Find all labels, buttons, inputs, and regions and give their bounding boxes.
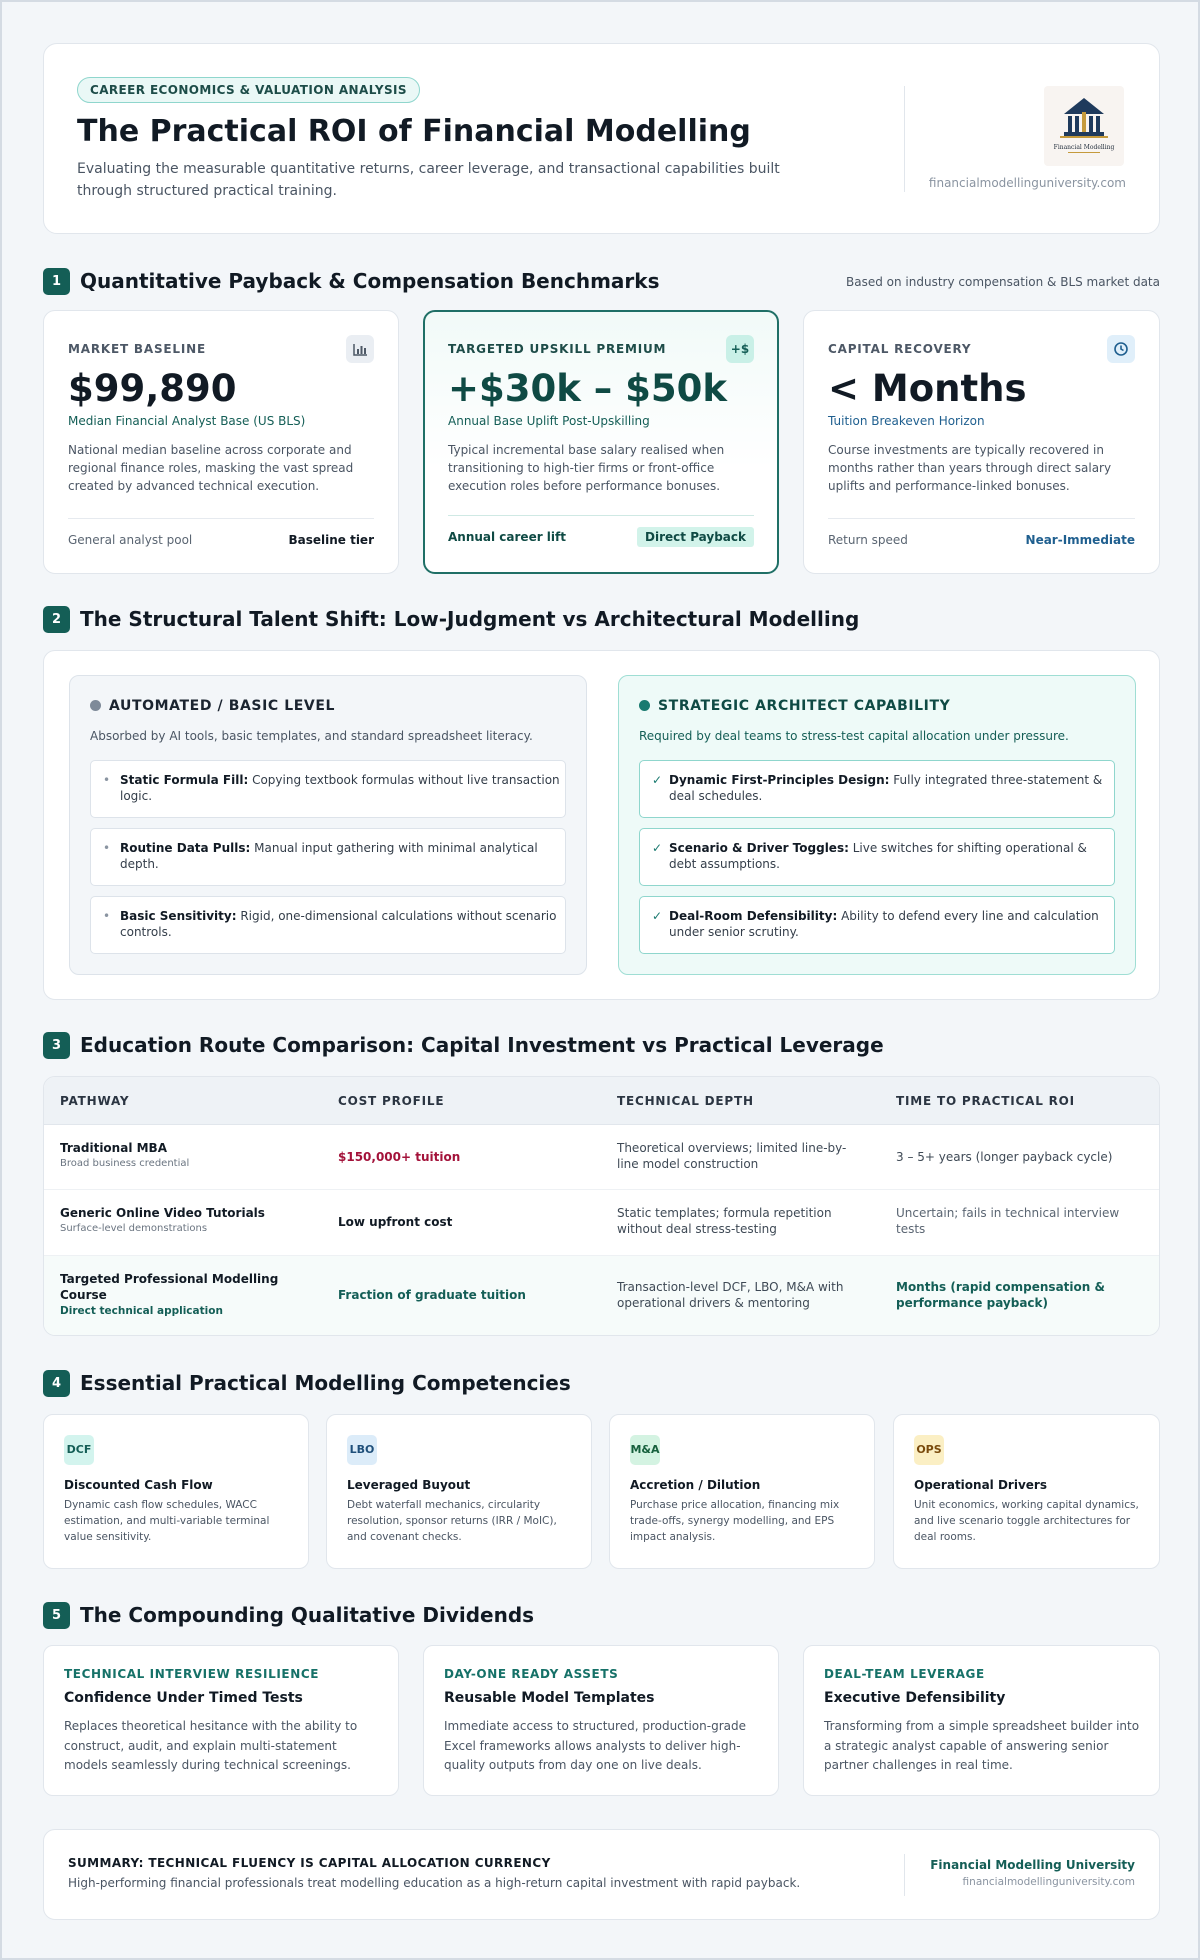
checkmark-icon: ✓ [652,841,663,855]
footer-website: financialmodellinguniversity.com [962,1876,1135,1888]
cost-profile: Fraction of graduate tuition [338,1288,526,1302]
table-row [44,1190,1159,1256]
section-number: 1 [43,268,70,295]
competency-card-ops [893,1414,1160,1569]
dividend-tag: DAY-ONE READY ASSETS [444,1667,619,1681]
dividend-description: Immediate access to structured, production-grade Excel frameworks allows analysts to deliver high-quality outputs from day one on live deals. [444,1719,746,1772]
metric-card-upskill-premium [423,310,779,574]
section-note: Based on industry compensation & BLS market data [846,275,1160,289]
category-tag: CAREER ECONOMICS & VALUATION ANALYSIS [77,77,420,103]
section-number: 4 [43,1370,70,1397]
dividend-title: Confidence Under Timed Tests [64,1690,303,1706]
competency-card-dcf [43,1414,309,1569]
section-number: 2 [43,606,70,633]
technical-depth: Static templates; formula repetition without deal stress-testing [617,1206,832,1236]
time-to-roi: Months (rapid compensation & performance payback) [896,1280,1105,1310]
column-header: TECHNICAL DEPTH [617,1094,754,1108]
dividend-tag: DEAL-TEAM LEVERAGE [824,1667,985,1681]
metric-subtitle: Tuition Breakeven Horizon [828,414,985,428]
metric-subtitle: Median Financial Analyst Base (US BLS) [68,414,306,428]
section-title: The Structural Talent Shift: Low-Judgment vs Architectural Modelling [80,607,860,631]
section-number: 3 [43,1032,70,1059]
metric-card-market-baseline [43,310,399,574]
competency-card-ma [609,1414,875,1569]
strategic-item: ✓ Dynamic First-Principles Design: Fully integrated three-statement & deal schedules. [639,760,1115,818]
panel-heading: STRATEGIC ARCHITECT CAPABILITY [639,698,950,714]
plus-dollar-icon: +$ [726,335,754,363]
pathway-name: Traditional MBA [60,1141,167,1155]
dividend-tag: TECHNICAL INTERVIEW RESILIENCE [64,1667,320,1681]
competency-title: Leveraged Buyout [347,1478,471,1492]
metric-value: $99,890 [68,367,237,410]
metric-value: < Months [828,367,1027,410]
clock-icon [1107,335,1135,363]
panel-description: Required by deal teams to stress-test capital allocation under pressure. [639,729,1069,743]
metric-description: Course investments are typically recovered in months rather than years through direct salary uplifts and performance-linked bonuses. [828,443,1112,493]
technical-depth: Theoretical overviews; limited line-by-line model construction [617,1141,847,1171]
time-to-roi: 3 – 5+ years (longer payback cycle) [896,1150,1113,1164]
metric-card-capital-recovery [803,310,1160,574]
card-divider [828,518,1135,519]
summary-card [43,1829,1160,1920]
dividend-description: Replaces theoretical hesitance with the ability to construct, audit, and explain multi-statement models seamlessly during technical screenings. [64,1719,358,1772]
dividend-description: Transforming from a simple spreadsheet builder into a strategic analyst capable of answering senior partner challenges in real time. [824,1719,1140,1772]
dcf-badge: DCF [64,1435,94,1465]
dividend-card-leverage [803,1645,1160,1796]
page-title: The Practical ROI of Financial Modelling [77,114,751,149]
metric-label: TARGETED UPSKILL PREMIUM [448,342,667,356]
basic-item: • Basic Sensitivity: Rigid, one-dimensional calculations without scenario controls. [90,896,566,954]
talent-shift-card [43,650,1160,1000]
summary-title: SUMMARY: TECHNICAL FLUENCY IS CAPITAL ALLOCATION CURRENCY [68,1856,551,1870]
basic-item: • Routine Data Pulls: Manual input gathering with minimal analytical depth. [90,828,566,886]
competency-card-lbo [326,1414,592,1569]
ma-badge: M&A [630,1435,660,1465]
cost-profile: Low upfront cost [338,1215,453,1229]
strategic-item: ✓ Deal-Room Defensibility: Ability to defend every line and calculation under senior scrutiny. [639,896,1115,954]
strategic-architect-panel [618,675,1136,975]
bar-chart-icon [346,335,374,363]
table-row-highlighted [44,1256,1159,1336]
comparison-table [43,1076,1160,1336]
svg-text:Financial Modelling: Financial Modelling [1053,144,1115,151]
cost-profile: $150,000+ tuition [338,1150,461,1164]
basic-level-panel [69,675,587,975]
building-icon [1044,86,1124,166]
card-divider [448,515,754,516]
dividend-card-assets [423,1645,779,1796]
summary-divider [904,1854,905,1896]
competency-title: Discounted Cash Flow [64,1478,213,1492]
section-title: Quantitative Payback & Compensation Benchmarks [80,269,660,293]
header-website: financialmodellinguniversity.com [928,176,1126,190]
status-dot [90,700,101,711]
summary-description: High-performing financial professionals treat modelling education as a high-return capital investment with rapid payback. [68,1876,801,1890]
header-divider [904,86,905,192]
column-header: COST PROFILE [338,1094,445,1108]
section-title: Essential Practical Modelling Competencies [80,1371,571,1395]
bullet-icon: • [103,773,111,787]
metric-subtitle: Annual Base Uplift Post-Upskilling [448,414,650,428]
competency-description: Purchase price allocation, financing mix trade-offs, synergy modelling, and EPS impact analysis. [630,1499,840,1543]
competency-title: Accretion / Dilution [630,1478,761,1492]
pathway-subtitle: Direct technical application [60,1305,223,1317]
technical-depth: Transaction-level DCF, LBO, M&A with operational drivers & mentoring [617,1280,844,1310]
lbo-badge: LBO [347,1435,377,1465]
metric-value: +$30k – $50k [448,367,727,410]
panel-heading: AUTOMATED / BASIC LEVEL [90,698,335,714]
metric-footer-value: Baseline tier [288,533,374,547]
ops-badge: OPS [914,1435,944,1465]
pathway-name: Generic Online Video Tutorials [60,1206,265,1220]
brand-name: Financial Modelling University [930,1858,1135,1872]
metric-footer-value: Near-Immediate [1025,533,1135,547]
page-description: Evaluating the measurable quantitative returns, career leverage, and transactional capabilities built through structured practical training. [77,161,780,199]
checkmark-icon: ✓ [652,909,663,923]
section-title: The Compounding Qualitative Dividends [80,1603,535,1627]
section-1-header [43,266,1160,296]
metric-footer-label: Return speed [828,533,908,547]
competency-description: Dynamic cash flow schedules, WACC estimation, and multi-variable terminal value sensitivity. [64,1499,270,1543]
direct-payback-badge: Direct Payback [637,527,754,547]
infographic-page [2,2,1198,1958]
time-to-roi: Uncertain; fails in technical interview tests [896,1206,1120,1236]
column-header: TIME TO PRACTICAL ROI [896,1094,1075,1108]
checkmark-icon: ✓ [652,773,663,787]
pathway-subtitle: Broad business credential [60,1158,190,1169]
metric-description: National median baseline across corporate and regional finance roles, masking the vast spread created by advanced technical execution. [68,443,354,493]
metric-footer-label: General analyst pool [68,533,193,547]
basic-item: • Static Formula Fill: Copying textbook formulas without live transaction logic. [90,760,566,818]
dividend-card-interview [43,1645,399,1796]
section-title: Education Route Comparison: Capital Investment vs Practical Leverage [80,1033,884,1057]
competency-description: Debt waterfall mechanics, circularity resolution, sponsor returns (IRR / MoIC), and covenant checks. [347,1499,557,1543]
metric-label: CAPITAL RECOVERY [828,342,972,356]
card-divider [68,518,374,519]
dividend-title: Executive Defensibility [824,1690,1006,1706]
status-dot [639,700,650,711]
dividend-title: Reusable Model Templates [444,1690,655,1706]
table-row [44,1125,1159,1190]
panel-description: Absorbed by AI tools, basic templates, and standard spreadsheet literacy. [90,729,533,743]
pathway-name: Targeted Professional Modelling Course [60,1272,279,1302]
brand-logo [1044,86,1124,166]
strategic-item: ✓ Scenario & Driver Toggles: Live switches for shifting operational & debt assumptions. [639,828,1115,886]
section-number: 5 [43,1602,70,1629]
pathway-subtitle: Surface-level demonstrations [60,1223,208,1234]
metric-label: MARKET BASELINE [68,342,206,356]
column-header: PATHWAY [60,1094,130,1108]
header-card [43,43,1160,234]
competency-description: Unit economics, working capital dynamics, and live scenario toggle architectures for deal rooms. [914,1499,1139,1543]
bullet-icon: • [103,841,111,855]
metric-footer-label: Annual career lift [448,530,566,544]
table-header [44,1077,1159,1125]
bullet-icon: • [103,909,111,923]
competency-title: Operational Drivers [914,1478,1047,1492]
metric-description: Typical incremental base salary realised when transitioning to high-tier firms or front-office execution roles before performance bonuses. [448,443,725,493]
